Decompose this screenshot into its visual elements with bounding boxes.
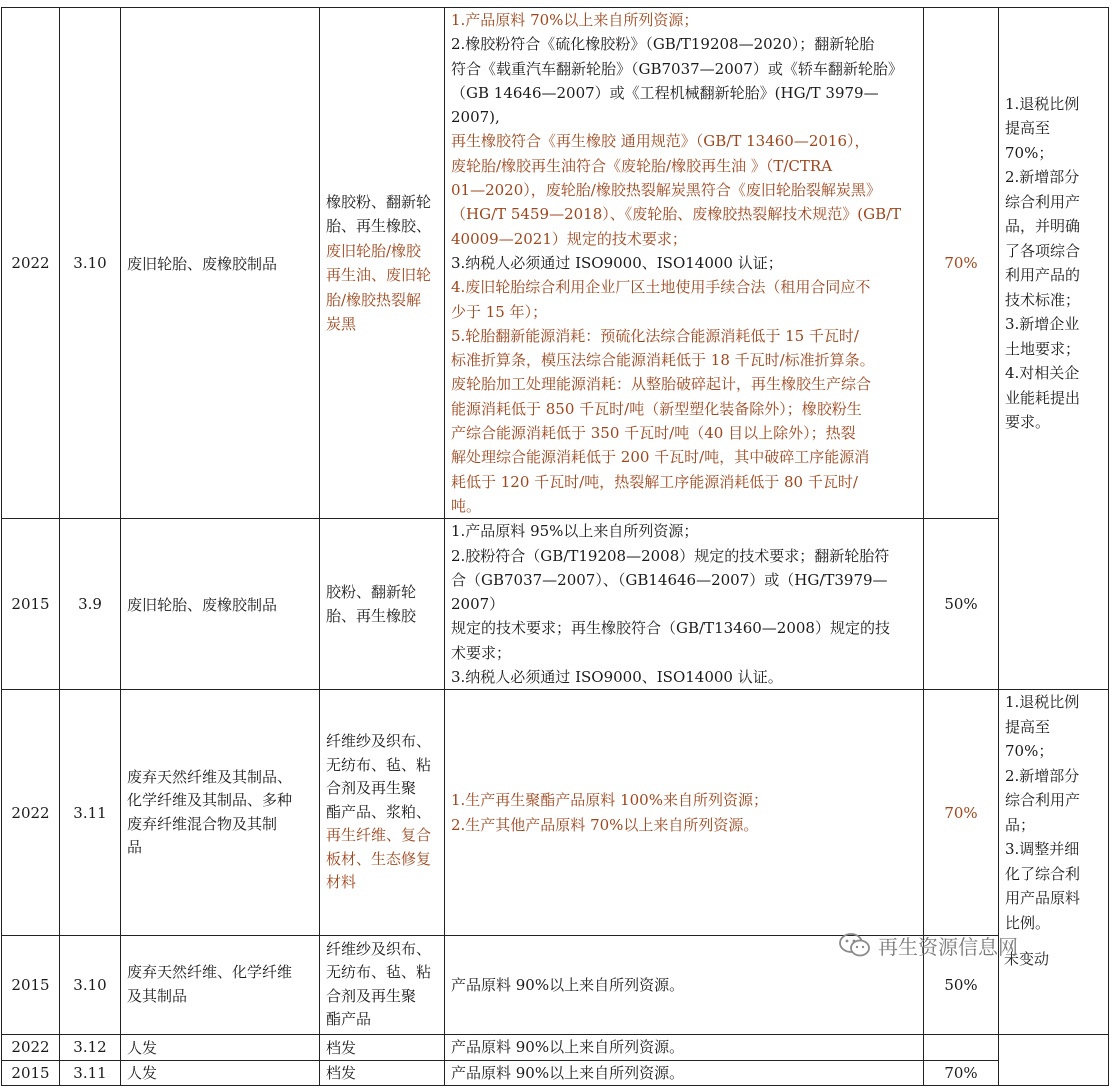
code-cell: 3.11 (60, 1060, 121, 1085)
year-cell: 2015 (2, 935, 60, 1034)
policy-comparison-table (1, 7, 1109, 1086)
changes-cell: 1.退税比例 提高至 70%； 2.新增部分 综合利用产 品； 3.调整并细 化了综合利 用产品原料 比例。 (999, 690, 1109, 936)
requirements-cell: 产品原料 90%以上来自所列资源。 (445, 935, 924, 1034)
year-cell: 2015 (2, 519, 60, 690)
code-cell: 3.10 (60, 8, 121, 519)
resource-cell: 废旧轮胎、废橡胶制品 (121, 519, 320, 690)
resource-cell: 人发 (121, 1034, 320, 1060)
product-cell: 纤维纱及织布、 无纺布、毡、粘 合剂及再生聚 酯产品、浆粕、 再生纤维、复合 板材、生态修复 材料 (320, 690, 445, 936)
wechat-icon (838, 932, 872, 958)
rate-cell (924, 1034, 999, 1060)
code-cell: 3.9 (60, 519, 121, 690)
requirements-cell: 产品原料 90%以上来自所列资源。 (445, 1060, 924, 1085)
table-row (2, 690, 1109, 936)
year-cell: 2022 (2, 1034, 60, 1060)
watermark-text: 再生资源信息网 (878, 934, 1018, 959)
product-cell: 档发 (320, 1060, 445, 1085)
changes-cell-hair (999, 1034, 1109, 1085)
rate-cell: 70% (924, 1060, 999, 1085)
rate-cell: 70% (924, 690, 999, 936)
watermark (838, 930, 1018, 960)
product-cell: 纤维纱及织布、 无纺布、毡、粘 合剂及再生聚 酯产品 (320, 935, 445, 1034)
resource-cell: 废旧轮胎、废橡胶制品 (121, 8, 320, 519)
rate-cell: 70% (924, 8, 999, 519)
year-cell: 2022 (2, 8, 60, 519)
requirements-cell: 1.产品原料 95%以上来自所列资源； 2.胶粉符合（GB/T19208—2008）规定的技术要求；翻新轮胎符 合（GB7037—2007）、（GB14646—2007）或（HG/T3979—2007） 规定的技术要求；再生橡胶符合（GB/T13460—2008）规定的技 术要求； 3.纳税人必须通过 ISO9000、ISO14000 认证。 (445, 519, 924, 690)
resource-cell: 废弃天然纤维、化学纤维 及其制品 (121, 935, 320, 1034)
product-cell: 胶粉、翻新轮 胎、再生橡胶 (320, 519, 445, 690)
requirements-cell: 产品原料 90%以上来自所列资源。 (445, 1034, 924, 1060)
resource-cell: 人发 (121, 1060, 320, 1085)
requirements-cell: 1.产品原料 70%以上来自所列资源； 2.橡胶粉符合《硫化橡胶粉》（GB/T19208—2020）；翻新轮胎 符合《载重汽车翻新轮胎》（GB7037—2007）或《轿车翻新轮胎》 （GB 14646—2007）或《工程机械翻新轮胎》(HG/T 3979—2007), 再生橡胶符合《再生橡胶 通用规范》（GB/T 13460—2016）， 废轮胎/橡胶再生油符合《废轮胎/橡胶再生油 》（T/CTRA 01—2020），废轮胎/橡胶热裂解炭黑符合《废旧轮胎裂解炭黑》 （HG/T 5459—2018）、《废轮胎、废橡胶热裂解技术规范》(GB/T 40009—2021）规定的技术要求； 3.纳税人必须通过 ISO9000、ISO14000 认证； 4.废旧轮胎综合利用企业厂区土地使用手续合法（租用合同应不 少于 15 年）； 5.轮胎翻新能源消耗：预硫化法综合能源消耗低于 15 千瓦时/ 标准折算条，模压法综合能源消耗低于 18 千瓦时/标准折算条。 废轮胎加工处理能源消耗：从整胎破碎起计，再生橡胶生产综合 能源消耗低于 850 千瓦时/吨（新型塑化装备除外）；橡胶粉生 产综合能源消耗低于 350 千瓦时/吨（40 目以上除外）；热裂 解处理综合能源消耗低于 200 千瓦时/吨，其中破碎工序能源消 耗低于 120 千瓦时/吨，热裂解工序能源消耗低于 80 千瓦时/ 吨。 (445, 8, 924, 519)
rate-cell: 50% (924, 935, 999, 1034)
hair-change-text: 未变动 (1004, 950, 1050, 968)
year-cell: 2015 (2, 1060, 60, 1085)
changes-cell: 1.退税比例 提高至 70%； 2.新增部分 综合利用产 品，并明确 了各项综合 利用产品的 技术标准； 3.新增企业 土地要求； 4.对相关企 业能耗提出 要求。 (999, 8, 1109, 519)
year-cell: 2022 (2, 690, 60, 936)
rate-cell: 50% (924, 519, 999, 690)
product-cell: 橡胶粉、翻新轮 胎、再生橡胶、 废旧轮胎/橡胶 再生油、废旧轮 胎/橡胶热裂解 炭黑 (320, 8, 445, 519)
table-row (2, 1034, 1109, 1060)
code-cell: 3.11 (60, 690, 121, 936)
resource-cell: 废弃天然纤维及其制品、 化学纤维及其制品、多种 废弃纤维混合物及其制 品 (121, 690, 320, 936)
code-cell: 3.12 (60, 1034, 121, 1060)
code-cell: 3.10 (60, 935, 121, 1034)
changes-cell-continued (999, 519, 1109, 690)
product-cell: 档发 (320, 1034, 445, 1060)
table-row (2, 519, 1109, 690)
requirements-cell: 1.生产再生聚酯产品原料 100%来自所列资源； 2.生产其他产品原料 70%以上来自所列资源。 (445, 690, 924, 936)
table-row (2, 8, 1109, 519)
table-row (2, 1060, 1109, 1085)
